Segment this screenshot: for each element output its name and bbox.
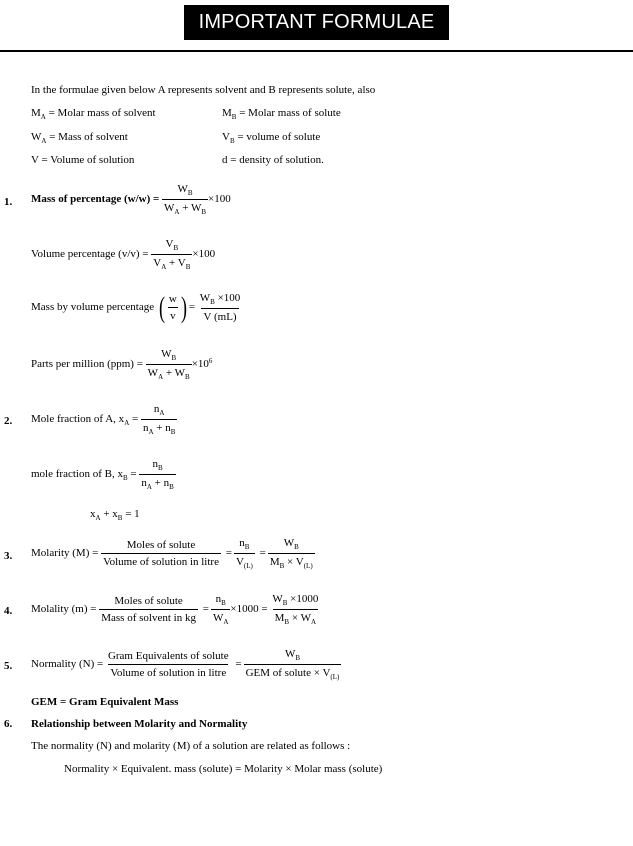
gem-definition: GEM = Gram Equivalent Mass — [31, 696, 179, 708]
formula-mole-fraction-sum: $x_A + x_B = 1$ — [90, 508, 140, 522]
formula-1-number: 1. — [4, 196, 13, 208]
def-d: d = density of solution. — [222, 154, 324, 166]
formula-molarity: Molarity (M) = $\frac{\text{Moles of solute}}{\text{Volume of solution in litre}}$ = $\frac{n_B}{V_{(L)}}$ = $\frac{W_B}{M_B \times V_{(L)}}$ — [31, 537, 313, 570]
page-title: IMPORTANT FORMULAE — [184, 5, 449, 40]
relationship-text: The normality (N) and molarity (M) of a solution are related as follows : — [31, 740, 351, 752]
formula-mole-fraction-a: Mole fraction of A, $x_A$ = $\frac{n_A}{n_A + n_B}$ — [31, 403, 176, 436]
formula-2-number: 2. — [4, 415, 13, 427]
formula-mass-percentage: Mass of percentage (w/w) = $\frac{W_B}{W_A + W_B}$ ×100 — [31, 183, 231, 216]
formula-3-number: 3. — [4, 550, 13, 562]
formula-ppm: Parts per million (ppm) = $\frac{W_B}{W_A + W_B}$ $\times 10^6$ — [31, 348, 213, 381]
relationship-formula: Normality × Equivalent. mass (solute) = Molarity × Molar mass (solute) — [64, 763, 383, 775]
def-mb: $M_B$ = Molar mass of solute — [222, 107, 341, 121]
def-v: V = Volume of solution — [31, 154, 135, 166]
relationship-heading: Relationship between Molarity and Normality — [31, 718, 248, 730]
formula-6-number: 6. — [4, 718, 13, 730]
formula-molality: Molality (m) = $\frac{\text{Moles of solute}}{\text{Mass of solvent in kg}}$ = $\frac{n_B}{W_A}$ ×1000 = $\frac{W_B \times 1000}{M_B \times W_A}$ — [31, 593, 319, 626]
intro-text: In the formulae given below A represents solvent and B represents solute, also — [31, 84, 376, 96]
def-vb: $V_B$ = volume of solute — [222, 131, 321, 145]
def-wa: $W_A$ = Mass of solvent — [31, 131, 128, 145]
formula-mole-fraction-b: mole fraction of B, $x_B$ = $\frac{n_B}{n_A + n_B}$ — [31, 458, 174, 491]
formula-5-number: 5. — [4, 660, 13, 672]
title-rule — [0, 50, 633, 52]
def-ma: $M_A$ = Molar mass of solvent — [31, 107, 156, 121]
formula-4-number: 4. — [4, 605, 13, 617]
formula-normality: Normality (N) = $\frac{\text{Gram Equivalents of solute}}{\text{Volume of solution in litre}}$ = $\frac{W_B}{GEM of solute \times V_{(L)}}$ — [31, 648, 340, 681]
formula-volume-percentage: Volume percentage (v/v) = $\frac{V_B}{V_A + V_B}$ ×100 — [31, 238, 216, 271]
formula-mass-by-volume: Mass by volume percentage ( $\frac{w}{v}$ ) = $\frac{W_B \times 100}{V (mL)}$ — [31, 290, 241, 324]
